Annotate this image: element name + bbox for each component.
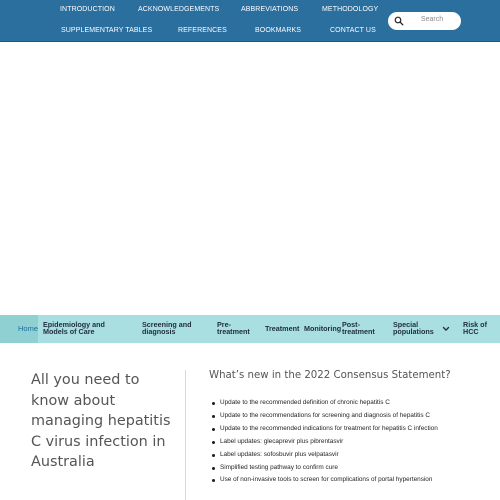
tab-post-treatment[interactable]: Post- treatment (342, 320, 375, 337)
nav-link-acknowledgements[interactable]: ACKNOWLEDGEMENTS (138, 6, 220, 13)
chevron-down-icon[interactable] (442, 325, 450, 333)
list-item: Simplified testing pathway to confirm cure (211, 462, 496, 475)
updates-list (211, 397, 496, 487)
list-item: Label updates: glecaprevir plus pibrentasvir (211, 436, 496, 449)
section-tab-bar (0, 315, 500, 343)
nav-link-bookmarks[interactable]: BOOKMARKS (255, 27, 302, 34)
list-item: Use of non-invasive tools to screen for complications of portal hypertension (211, 474, 496, 487)
top-navigation-bar (0, 0, 500, 42)
list-item: Label updates: sofosbuvir plus velpatasvir (211, 449, 496, 462)
list-item: Update to the recommendations for screening and diagnosis of hepatitis C (211, 410, 496, 423)
search-input[interactable]: Search (420, 16, 444, 23)
nav-link-introduction[interactable]: INTRODUCTION (60, 6, 115, 13)
page-title: All you need to know about managing hepatitis C virus infection in Australia (31, 372, 171, 470)
hero-banner (0, 43, 500, 315)
nav-link-contact-us[interactable]: CONTACT US (330, 27, 376, 34)
column-divider (185, 370, 186, 500)
tab-monitoring[interactable]: Monitoring (304, 324, 342, 333)
search-icon (394, 16, 404, 26)
list-item: Update to the recommended indications for treatment for hepatitis C infection (211, 423, 496, 436)
tab-home-label: Home (18, 324, 39, 333)
nav-link-references[interactable]: REFERENCES (178, 27, 227, 34)
tab-special-populations[interactable]: Special populations (393, 320, 434, 337)
tab-screening-diagnosis[interactable]: Screening and diagnosis (142, 320, 192, 337)
tab-home[interactable] (0, 315, 38, 343)
nav-link-abbreviations[interactable]: ABBREVIATIONS (241, 6, 299, 13)
nav-link-supplementary-tables[interactable]: SUPPLEMENTARY TABLES (61, 27, 153, 34)
tab-epidemiology[interactable]: Epidemiology and Models of Care (43, 320, 105, 337)
list-item: Update to the recommended definition of chronic hepatitis C (211, 397, 496, 410)
updates-heading: What’s new in the 2022 Consensus Statement? (209, 370, 451, 381)
search-box[interactable] (388, 12, 461, 30)
nav-link-methodology[interactable]: METHODOLOGY (322, 6, 379, 13)
tab-treatment[interactable]: Treatment (265, 324, 300, 333)
tab-pre-treatment[interactable]: Pre- treatment (217, 320, 250, 337)
tab-risk-of-hcc[interactable]: Risk of HCC (463, 320, 487, 337)
